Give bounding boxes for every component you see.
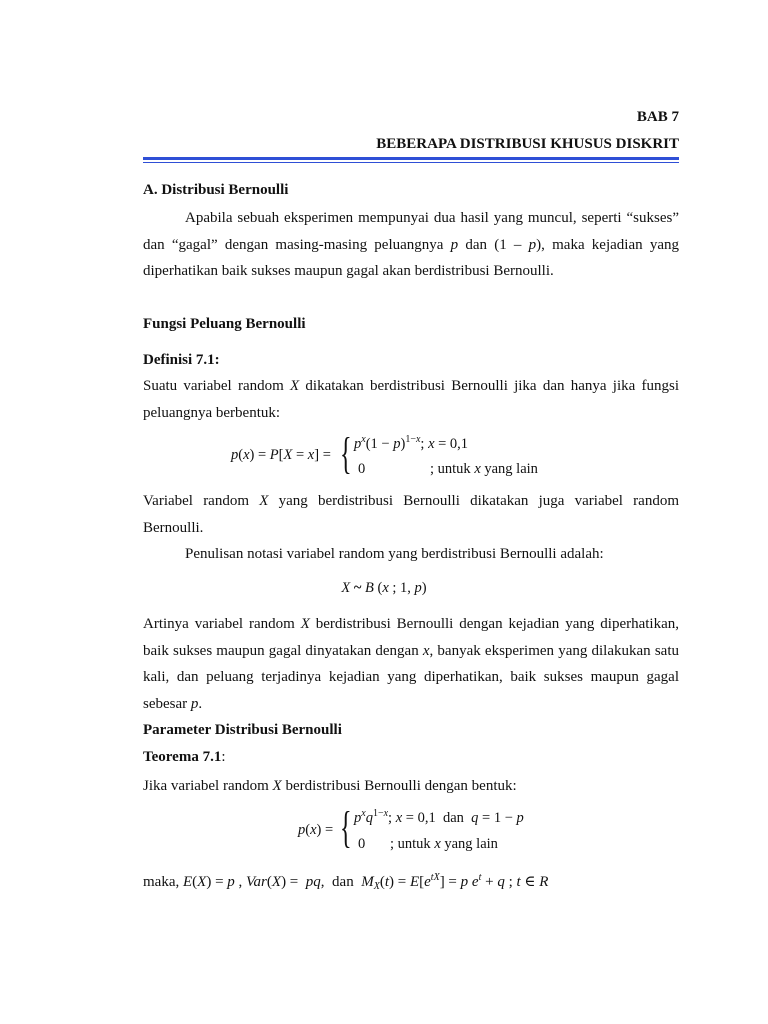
chapter-title: BEBERAPA DISTRIBUSI KHUSUS DISKRIT <box>376 136 679 152</box>
teorema-eq-case2-val: 0 <box>358 836 366 852</box>
teorema-text: Jika variabel random X berdistribusi Bernoulli dengan bentuk: <box>143 778 517 794</box>
teorema-result: maka, E(X) = p , Var(X) = pq, dan $M_X(t) = E[e^{tX}] = p$ $e^t + q$ ; t ∈ R <box>143 872 549 892</box>
artinya-text: Artinya variabel random X berdistribusi Bernoulli dengan kejadian yang diperhatikan, baik sukses maupun gagal dinyatakan dengan x, banyak eksperimen yang dilakukan satu kali, dan peluang terjadinya kejadian yang diperhatikan, baik sukses maupun gagal sebesar p. <box>143 616 679 712</box>
definisi-eq-case2-val: 0 <box>358 461 366 477</box>
definisi-eq-case2-cond: ; untuk x yang lain <box>430 461 538 477</box>
variabel-text: Variabel random X yang berdistribusi Bernoulli dikatakan juga variabel random Bernoulli. <box>143 493 679 536</box>
header-rule-thick <box>143 157 679 160</box>
teorema-eq-case1: $p^xq^{1-x}$; x = 0,1 dan q = 1 − p <box>354 808 524 826</box>
fungsi-title: Fungsi Peluang Bernoulli <box>143 316 306 332</box>
definisi-eq-lhs: p(x) = P[X = x] = <box>231 447 331 463</box>
teorema-eq-brace: { <box>340 803 352 852</box>
definisi-title: Definisi 7.1: <box>143 352 220 368</box>
definisi-text: Suatu variabel random X dikatakan berdistribusi Bernoulli jika dan hanya jika fungsi peluangnya berbentuk: <box>143 378 680 421</box>
teorema-eq-case2-cond: ; untuk x yang lain <box>390 836 498 852</box>
notasi-text: Penulisan notasi variabel random yang berdistribusi Bernoulli adalah: <box>185 546 604 562</box>
definisi-eq-case1: $p^x(1 - p)^{1-x}$; x = 0,1 <box>354 434 469 452</box>
chapter-number: BAB 7 <box>636 109 679 125</box>
parameter-title: Parameter Distribusi Bernoulli <box>143 722 342 738</box>
teorema-eq-lhs: p(x) = <box>298 822 334 838</box>
notasi-eq: X ~ B (x ; 1, p) <box>341 580 427 596</box>
teorema-title: Teorema 7.1: <box>143 749 226 765</box>
section-a-intro: Apabila sebuah eksperimen mempunyai dua hasil yang muncul, seperti “sukses” dan “gagal” dengan masing-masing peluangnya p dan (1 – p), maka kejadian yang diperhatikan baik sukses maupun gagal akan berdistribusi Bernoulli. <box>143 210 679 279</box>
header-rule-thin <box>143 162 679 163</box>
section-a-title: A. Distribusi Bernoulli <box>143 182 289 198</box>
definisi-eq-brace: { <box>340 429 352 478</box>
